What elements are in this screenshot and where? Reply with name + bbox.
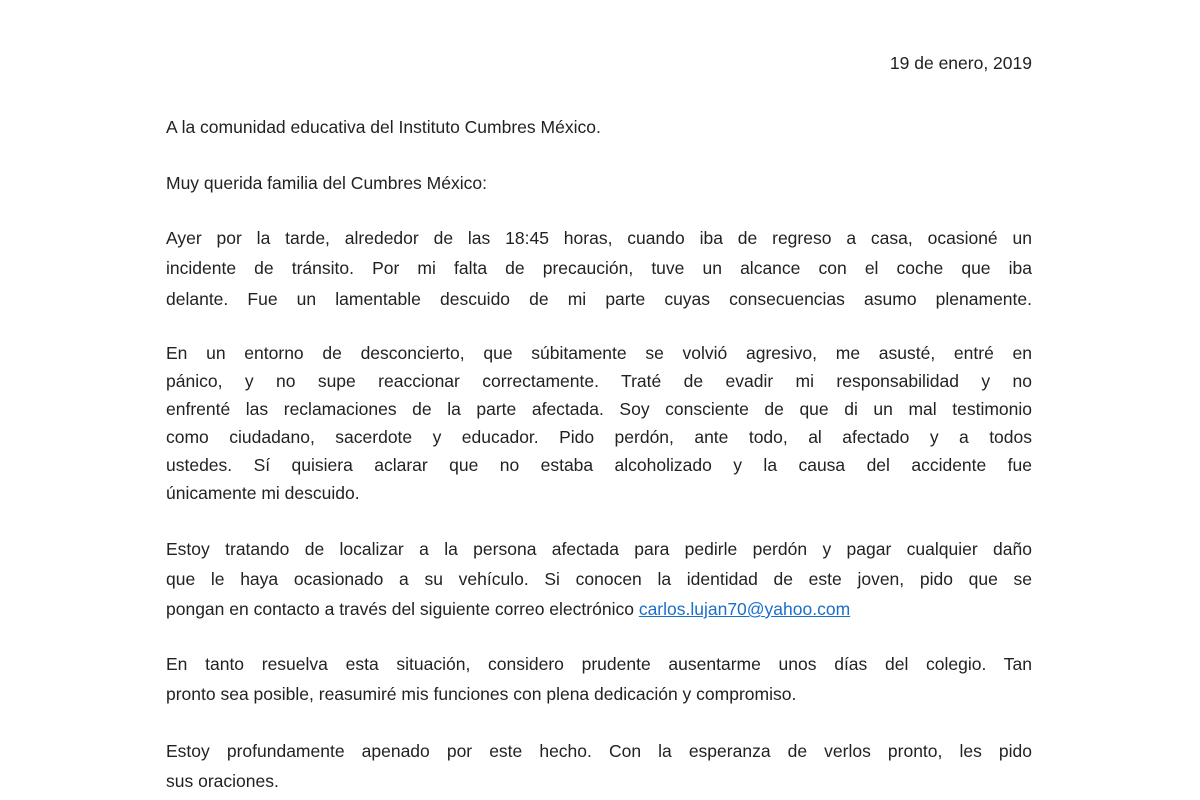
paragraph-line: que le haya ocasionado a su vehículo. Si conocen la identidad de este joven, pido que se	[166, 569, 1032, 589]
addressee: A la comunidad educativa del Instituto Cumbres México.	[166, 117, 601, 137]
paragraph-line-with-email	[166, 595, 1032, 624]
email-link[interactable]: carlos.lujan70@yahoo.com	[638, 599, 851, 619]
paragraph-line: pronto sea posible, reasumiré mis funciones con plena dedicación y compromiso.	[166, 684, 797, 704]
paragraph-line: Estoy tratando de localizar a la persona afectada para pedirle perdón y pagar cualquier daño	[166, 539, 1032, 559]
paragraph-line: pongan en contacto a través del siguiente correo electrónico	[166, 599, 634, 619]
paragraph-line: ustedes. Sí quisiera aclarar que no estaba alcoholizado y la causa del accidente fue	[166, 455, 1032, 475]
paragraph-line: Ayer por la tarde, alrededor de las 18:45 horas, cuando iba de regreso a casa, ocasioné un	[166, 228, 1032, 248]
paragraph-line: En tanto resuelva esta situación, considero prudente ausentarme unos días del colegio. Tan	[166, 654, 1032, 674]
paragraph-line: En un entorno de desconcierto, que súbitamente se volvió agresivo, me asusté, entré en	[166, 343, 1032, 363]
letter-date: 19 de enero, 2019	[889, 53, 1032, 73]
paragraph-line: delante. Fue un lamentable descuido de mi parte cuyas consecuencias asumo plenamente.	[166, 289, 1032, 309]
paragraph-line: únicamente mi descuido.	[166, 483, 360, 503]
paragraph-line: sus oraciones.	[166, 771, 279, 791]
salutation: Muy querida familia del Cumbres México:	[166, 173, 487, 193]
paragraph-line: Estoy profundamente apenado por este hecho. Con la esperanza de verlos pronto, les pido	[166, 741, 1032, 761]
paragraph-line: enfrenté las reclamaciones de la parte afectada. Soy consciente de que di un mal testimonio	[166, 399, 1032, 419]
paragraph-line: como ciudadano, sacerdote y educador. Pido perdón, ante todo, al afectado y a todos	[166, 427, 1032, 447]
paragraph-line: pánico, y no supe reaccionar correctamente. Traté de evadir mi responsabilidad y no	[166, 371, 1032, 391]
paragraph-line: incidente de tránsito. Por mi falta de precaución, tuve un alcance con el coche que iba	[166, 258, 1032, 278]
